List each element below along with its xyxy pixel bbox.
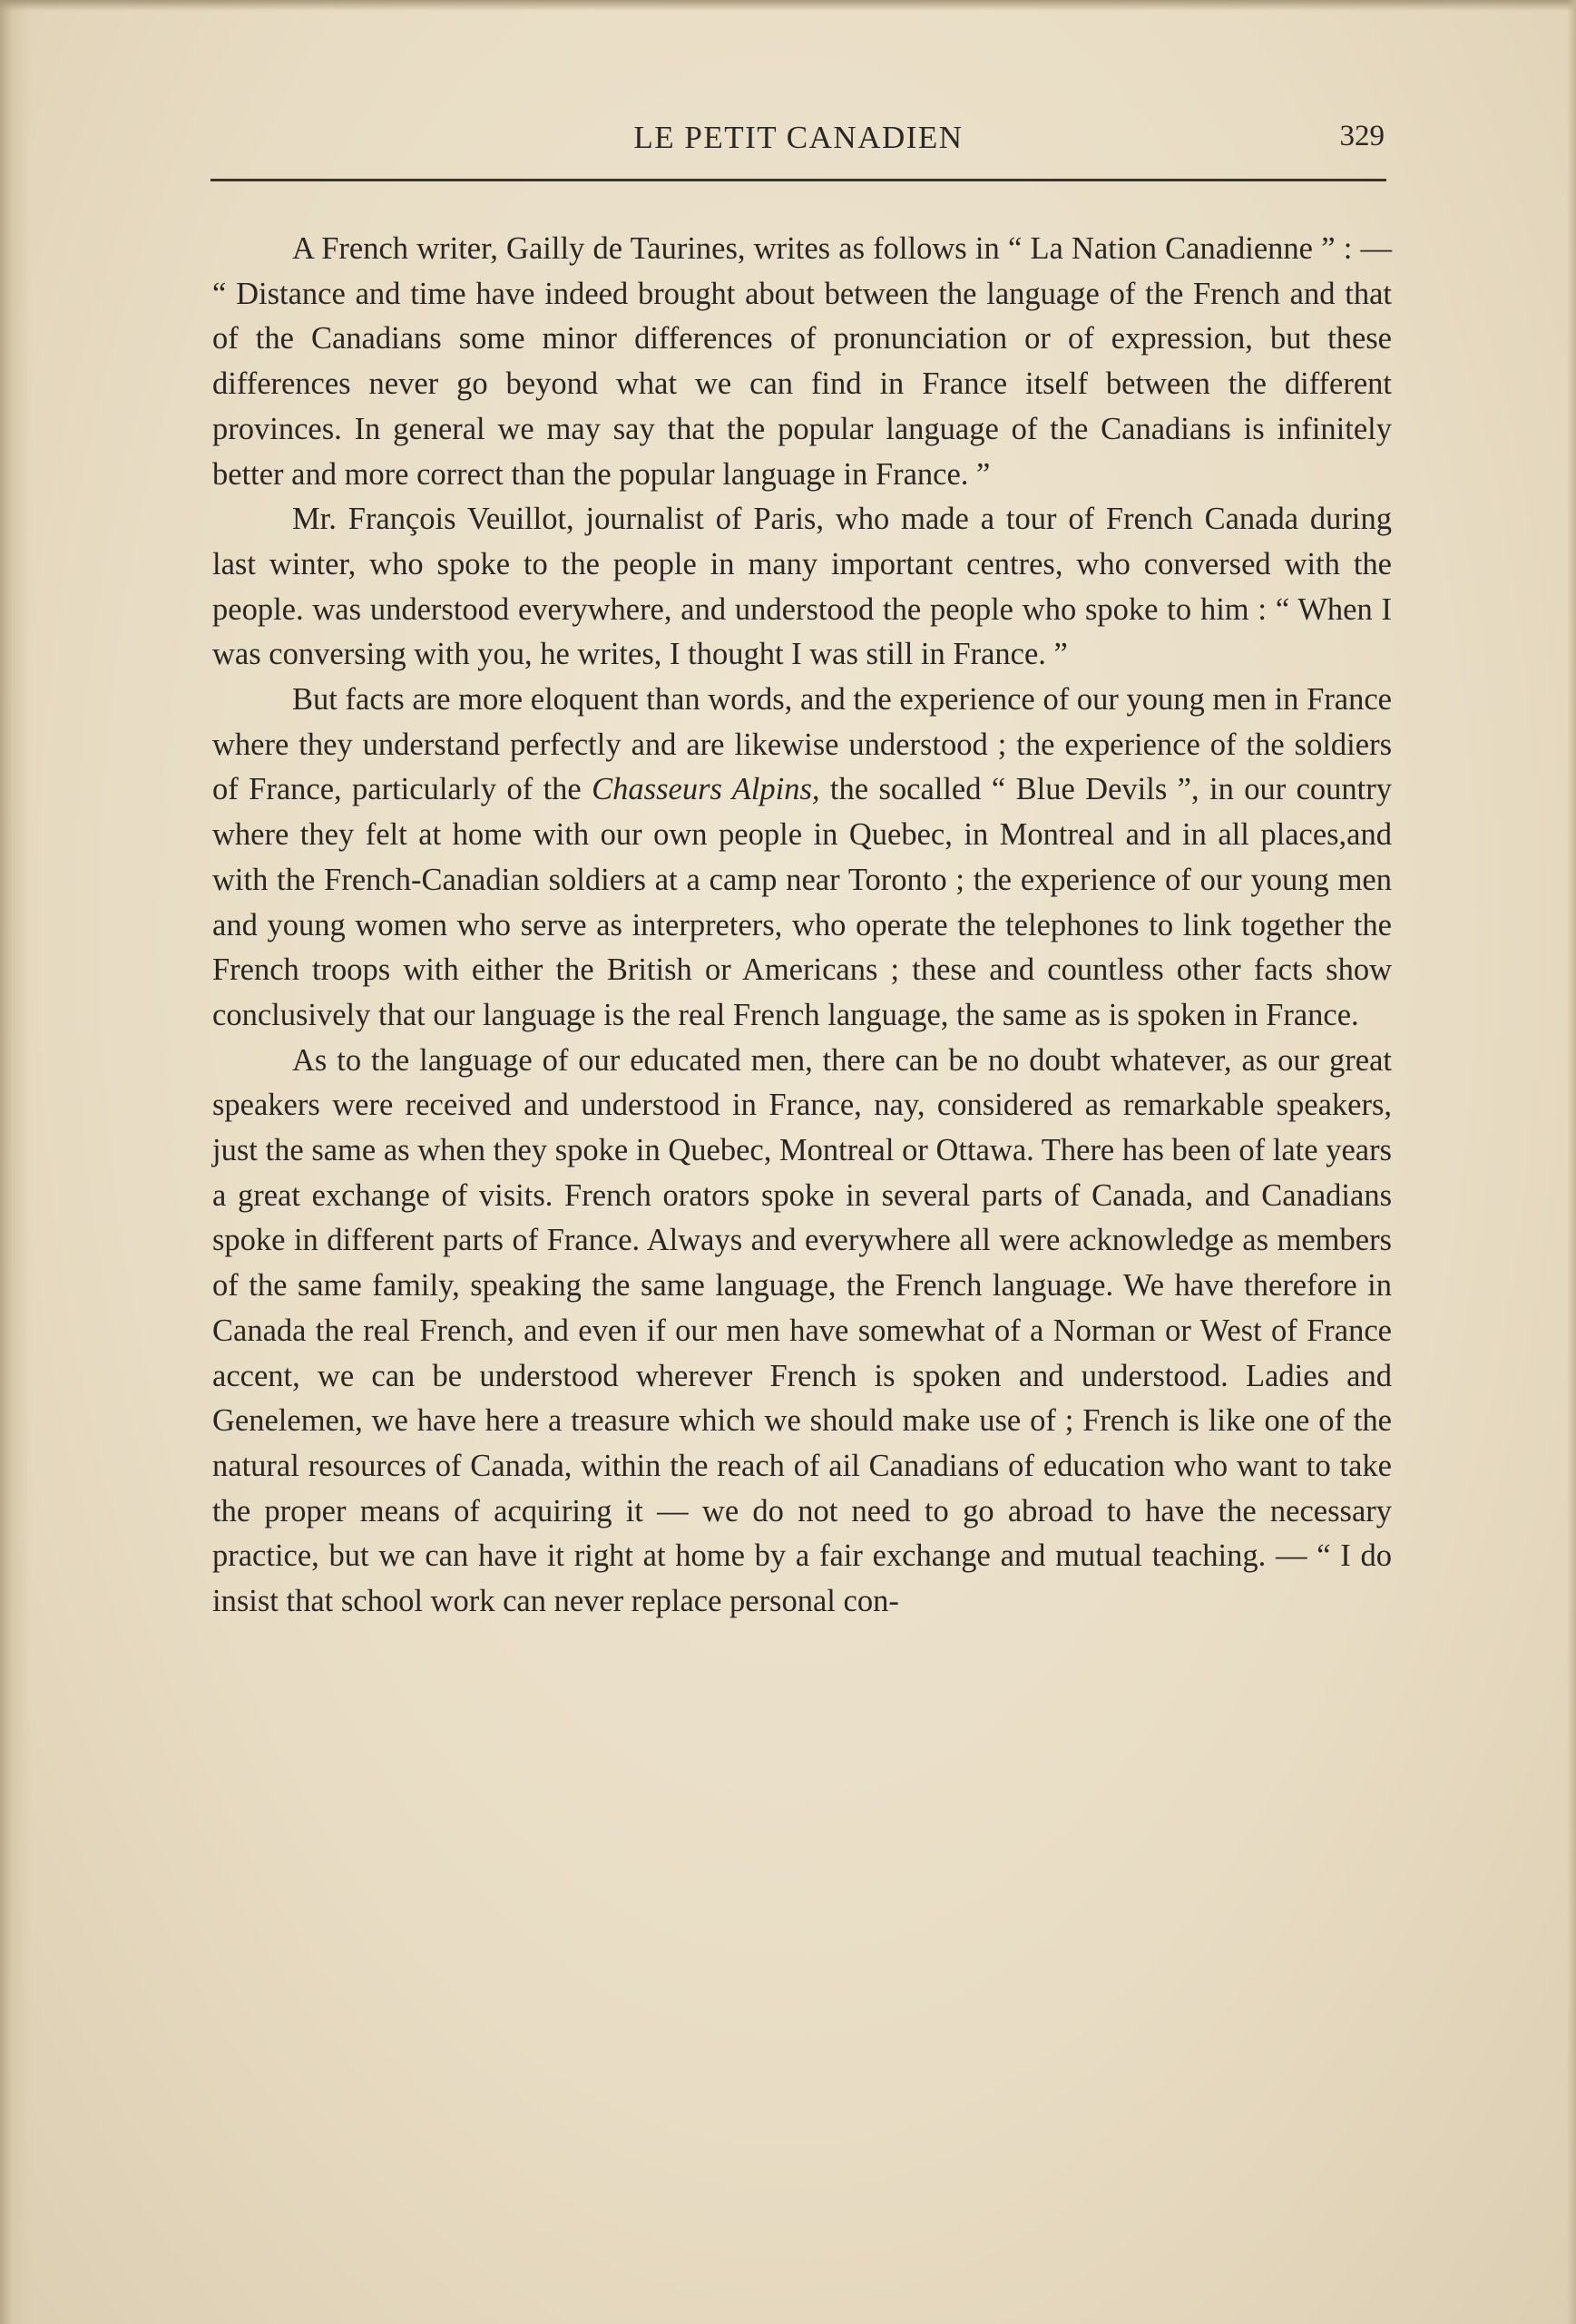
body-text	[212, 227, 1392, 1625]
page-left-edge	[0, 0, 31, 2324]
header-rule	[210, 179, 1386, 181]
page-top-edge	[0, 0, 1576, 11]
paragraph-1: A French writer, Gailly de Taurines, writes as follows in “ La Nation Canadienne ” : — “ Distance and time have indeed brought about between the language of the French and that of the Canadians some minor differences of pronunciation or of expression, but these differences never go beyond what we can find in France itself between the different provinces. In general we may say that the popular language of the Canadians is infinitely better and more correct than the popular language in France. ”	[212, 231, 1392, 492]
paragraph-3	[212, 678, 1392, 1039]
paragraph-3-after: the socalled “ Blue Devils ”, in our country where they felt at home with our own people in Quebec, in Montreal and in all places,and with the French-Canadian soldiers at a camp near Toronto ; the experience of our young men and young women who serve as interpreters, who operate the telephones to link together the French troops with either the British or Americans ; these and countless other facts show conclusively that our language is the real French language, the same as is spoken in France.	[212, 772, 1392, 1032]
paragraph-4: As to the language of our educated men, there can be no doubt whatever, as our great speakers were received and understood in France, nay, considered as remarkable speakers, just the same as when they spoke in Quebec, Montreal or Ottawa. There has been of late years a great exchange of visits. French orators spoke in several parts of Canada, and Canadians spoke in different parts of France. Always and everywhere all were acknowledge as members of the same family, speaking the same language, the French language. We have therefore in Canada the real French, and even if our men have somewhat of a Norman or West of France accent, we can be understood wherever French is spoken and understood. Ladies and Genelemen, we have here a treasure which we should make use of ; French is like one of the natural resources of Canada, within the reach of ail Canadians of education who want to take the proper means of acquiring it — we do not need to go abroad to have the necessary practice, but we can have it right at home by a fair exchange and mutual teaching. — “ I do insist that school work can never replace personal con-	[212, 1042, 1392, 1619]
paragraph-3-italic: Chasseurs Alpins,	[592, 772, 820, 807]
page-header	[210, 116, 1386, 163]
page-number: 329	[1339, 120, 1385, 152]
paragraph-3-before: But facts are more eloquent than words, and the experience of our young men in France where they understand perfectly and are likewise understood ; the experience of the soldiers of France, particularly of the	[212, 682, 1392, 807]
page-right-edge	[1567, 0, 1576, 2324]
paragraph-2: Mr. François Veuillot, journalist of Paris, who made a tour of French Canada during last winter, who spoke to the people in many important centres, who conversed with the people. was understood everywhere, and understood the people who spoke to him : “ When I was conversing with you, he writes, I thought I was still in France. ”	[212, 502, 1392, 672]
running-title: LE PETIT CANADIEN	[633, 120, 964, 155]
